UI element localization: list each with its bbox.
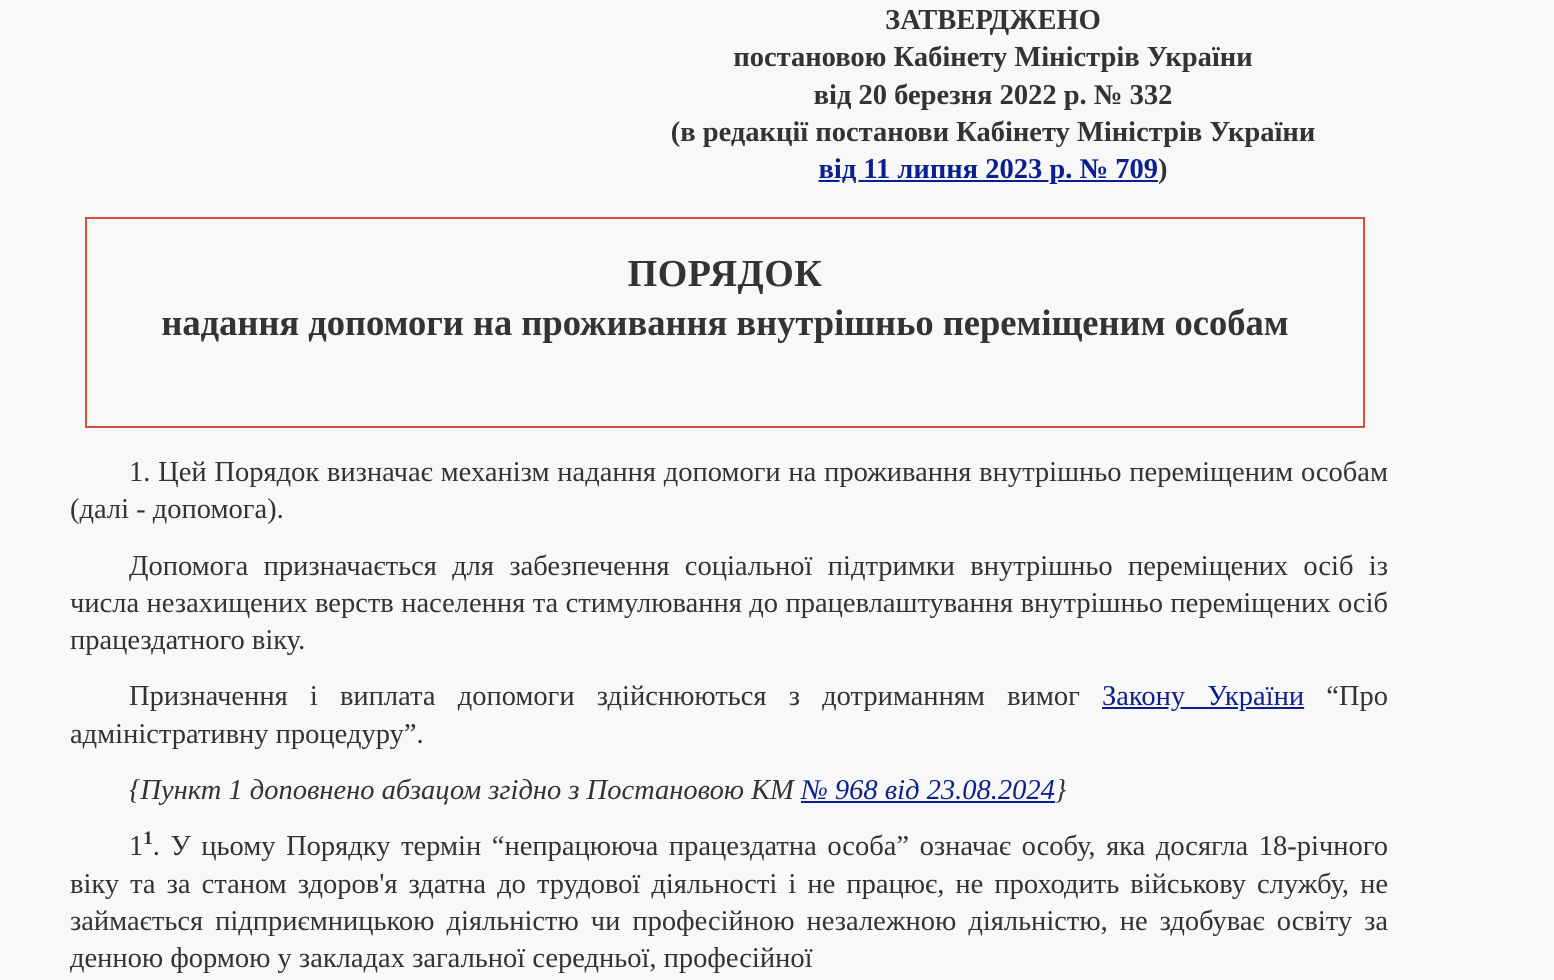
paragraph-number-superscript: 1 [143, 828, 153, 850]
approved-date-number: від 20 березня 2022 р. № 332 [813, 79, 1173, 111]
edition-link[interactable]: від 11 липня 2023 р. № 709 [818, 154, 1158, 186]
approved-by-resolution: постановою Кабінету Міністрів України [733, 42, 1253, 74]
amendment-note [70, 772, 1388, 809]
paragraph-1-1-text: . У цьому Порядку термін “непрацююча працездатна особа” означає особу, яка досягла 18-річного віку та за станом здоров'я здатна до трудової діяльності і не працює, не проходить військову службу, не займається підприємницькою діяльністю чи професійною незалежною діяльністю, не здобуває освіту за денною формою у закладах загальної середньої, професійної [70, 831, 1388, 975]
note-text-before: {Пункт 1 доповнено абзацом згідно з Постановою КМ [129, 775, 801, 807]
edition-prefix: (в редакції постанови Кабінету Міністрів України [670, 116, 1316, 148]
paragraph-2: Допомога призначається для забезпечення соціальної підтримки внутрішньо переміщених осіб із числа незахищених верств населення та стимулювання до працевлаштування внутрішньо переміщених осіб працездатного віку. [70, 550, 1388, 657]
approved-heading: ЗАТВЕРДЖЕНО [885, 5, 1101, 36]
document-subtitle: надання допомоги на проживання внутрішньо переміщеним особам [161, 302, 1289, 343]
resolution-968-link[interactable]: № 968 від 23.08.2024 [800, 775, 1055, 807]
approval-block [560, 2, 1426, 188]
paragraph-number: 1 [129, 831, 144, 863]
edition-line [560, 151, 1426, 188]
paragraph-3 [70, 678, 1388, 753]
note-text-after: } [1054, 775, 1067, 807]
paragraph-3-text-after: “Про адміністративну процедуру”. [70, 681, 1389, 750]
paragraph-1-1 [70, 828, 1388, 977]
document-title: ПОРЯДОК [627, 253, 823, 295]
paragraph-3-text-before: Призначення і виплата допомоги здійснюються з дотриманням вимог [129, 681, 1102, 713]
document-title-box [85, 217, 1365, 428]
document-body [70, 454, 1388, 980]
edition-suffix: ) [1157, 154, 1168, 186]
paragraph-1: 1. Цей Порядок визначає механізм надання допомоги на проживання внутрішньо переміщеним особам (далі - допомога). [70, 457, 1388, 526]
law-link[interactable]: Закону України [1102, 681, 1305, 713]
